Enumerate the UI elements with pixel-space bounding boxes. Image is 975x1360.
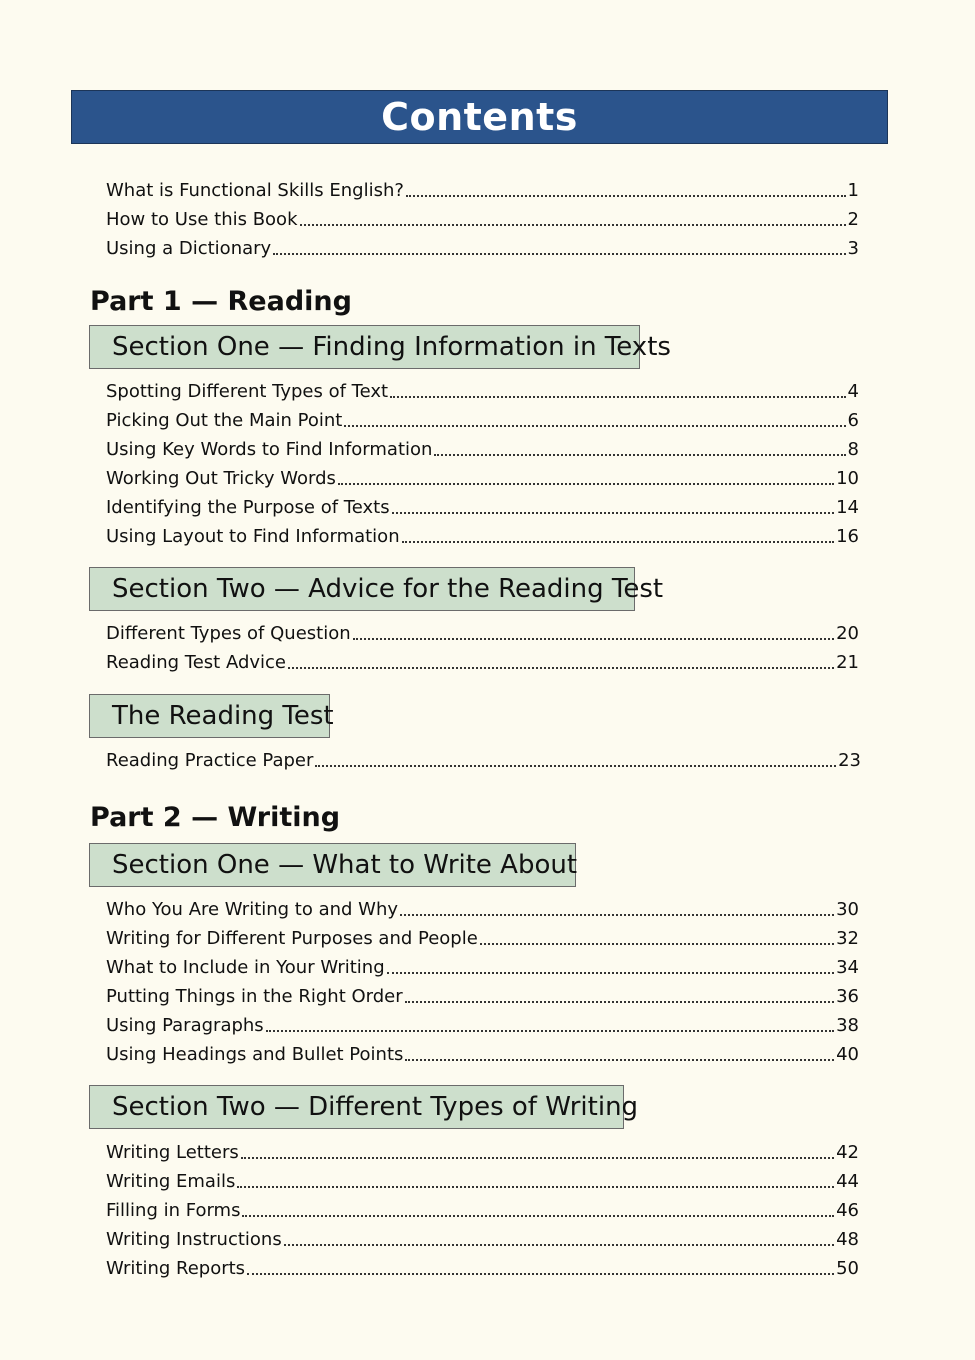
toc-entry-page: 30 — [836, 899, 859, 920]
dot-leader — [480, 943, 834, 945]
dot-leader — [405, 1059, 834, 1061]
page-title: Contents — [381, 95, 578, 139]
dot-leader — [434, 454, 845, 456]
toc-entry-label: Using Layout to Find Information — [106, 526, 400, 547]
toc-entry-page: 10 — [836, 468, 859, 489]
dot-leader — [390, 396, 845, 398]
toc-entry[interactable] — [106, 982, 859, 1008]
toc-entry[interactable] — [106, 406, 859, 432]
toc-entry-page: 8 — [847, 439, 859, 460]
toc-entry-label: Using a Dictionary — [106, 238, 272, 259]
dot-leader — [242, 1215, 834, 1217]
toc-entry-page: 1 — [847, 180, 859, 201]
toc-entry-page: 4 — [847, 381, 859, 402]
toc-entry[interactable] — [106, 435, 859, 461]
dot-leader — [300, 224, 846, 226]
toc-entry-page: 40 — [836, 1044, 859, 1065]
toc-entry-label: Using Paragraphs — [106, 1015, 264, 1036]
toc-entry-page: 34 — [836, 957, 859, 978]
toc-entry[interactable] — [106, 1011, 859, 1037]
toc-entry-label: Using Headings and Bullet Points — [106, 1044, 404, 1065]
toc-entry-page: 20 — [836, 623, 859, 644]
dot-leader — [344, 425, 845, 427]
dot-leader — [400, 914, 834, 916]
dot-leader — [237, 1186, 834, 1188]
toc-entry[interactable] — [106, 522, 859, 548]
toc-entry[interactable] — [106, 1254, 859, 1280]
dot-leader — [288, 667, 834, 669]
toc-entry-page: 21 — [836, 652, 859, 673]
toc-entry-page: 50 — [836, 1258, 859, 1279]
toc-entry-label: How to Use this Book — [106, 209, 298, 230]
toc-entry[interactable] — [106, 176, 859, 202]
toc-entry[interactable] — [106, 1167, 859, 1193]
toc-entry-label: Writing Emails — [106, 1171, 236, 1192]
contents-title-bar — [71, 90, 888, 144]
toc-entry-label: Writing Letters — [106, 1142, 239, 1163]
dot-leader — [387, 972, 834, 974]
toc-entry-label: Working Out Tricky Words — [106, 468, 336, 489]
dot-leader — [402, 541, 834, 543]
toc-entry[interactable] — [106, 1225, 859, 1251]
toc-entry-label: Who You Are Writing to and Why — [106, 899, 399, 920]
toc-entry-page: 36 — [836, 986, 859, 1007]
dot-leader — [338, 483, 834, 485]
toc-entry-label: What is Functional Skills English? — [106, 180, 404, 201]
dot-leader — [392, 512, 835, 514]
section-heading-what-to-write: Section One — What to Write About — [89, 843, 576, 887]
toc-entry-label: Putting Things in the Right Order — [106, 986, 403, 1007]
toc-entry-label: What to Include in Your Writing — [106, 957, 385, 978]
toc-entry-page: 42 — [836, 1142, 859, 1163]
dot-leader — [273, 253, 845, 255]
dot-leader — [315, 765, 836, 767]
toc-entry[interactable] — [106, 464, 859, 490]
toc-entry-label: Writing Reports — [106, 1258, 246, 1279]
part-2-heading: Part 2 — Writing — [90, 802, 341, 833]
toc-entry-page: 23 — [838, 750, 861, 771]
dot-leader — [406, 195, 846, 197]
section-heading-reading-test: The Reading Test — [89, 694, 330, 738]
toc-entry-page: 6 — [847, 410, 859, 431]
toc-entry-page: 46 — [836, 1200, 859, 1221]
toc-entry-page: 3 — [847, 238, 859, 259]
toc-entry-page: 16 — [836, 526, 859, 547]
toc-entry-label: Reading Test Advice — [106, 652, 286, 673]
toc-entry-label: Identifying the Purpose of Texts — [106, 497, 390, 518]
dot-leader — [353, 638, 834, 640]
toc-entry-label: Reading Practice Paper — [106, 750, 314, 771]
toc-entry[interactable] — [106, 619, 859, 645]
toc-entry[interactable] — [106, 953, 859, 979]
toc-entry-label: Writing for Different Purposes and People — [106, 928, 478, 949]
toc-entry[interactable] — [106, 1138, 859, 1164]
toc-entry-page: 2 — [847, 209, 859, 230]
toc-entry-label: Writing Instructions — [106, 1229, 282, 1250]
toc-entry-page: 48 — [836, 1229, 859, 1250]
toc-entry[interactable] — [106, 648, 859, 674]
toc-entry-page: 44 — [836, 1171, 859, 1192]
toc-entry[interactable] — [106, 1040, 859, 1066]
section-heading-finding-information: Section One — Finding Information in Texts — [89, 325, 640, 369]
part-1-heading: Part 1 — Reading — [90, 286, 352, 317]
toc-entry-page: 14 — [836, 497, 859, 518]
dot-leader — [266, 1030, 834, 1032]
toc-entry-label: Filling in Forms — [106, 1200, 241, 1221]
toc-entry-page: 32 — [836, 928, 859, 949]
toc-entry[interactable] — [106, 234, 859, 260]
toc-entry[interactable] — [106, 895, 859, 921]
toc-entry[interactable] — [106, 924, 859, 950]
toc-entry[interactable] — [106, 1196, 859, 1222]
toc-entry-label: Picking Out the Main Point — [106, 410, 343, 431]
toc-entry[interactable] — [106, 746, 861, 772]
toc-entry[interactable] — [106, 205, 859, 231]
toc-entry[interactable] — [106, 493, 859, 519]
section-heading-types-of-writing: Section Two — Different Types of Writing — [89, 1085, 624, 1129]
section-heading-reading-test-advice: Section Two — Advice for the Reading Test — [89, 567, 635, 611]
dot-leader — [247, 1273, 834, 1275]
dot-leader — [241, 1157, 834, 1159]
toc-entry-label: Using Key Words to Find Information — [106, 439, 433, 460]
toc-entry-label: Different Types of Question — [106, 623, 351, 644]
toc-entry[interactable] — [106, 377, 859, 403]
toc-entry-label: Spotting Different Types of Text — [106, 381, 389, 402]
dot-leader — [405, 1001, 834, 1003]
dot-leader — [284, 1244, 834, 1246]
toc-entry-page: 38 — [836, 1015, 859, 1036]
